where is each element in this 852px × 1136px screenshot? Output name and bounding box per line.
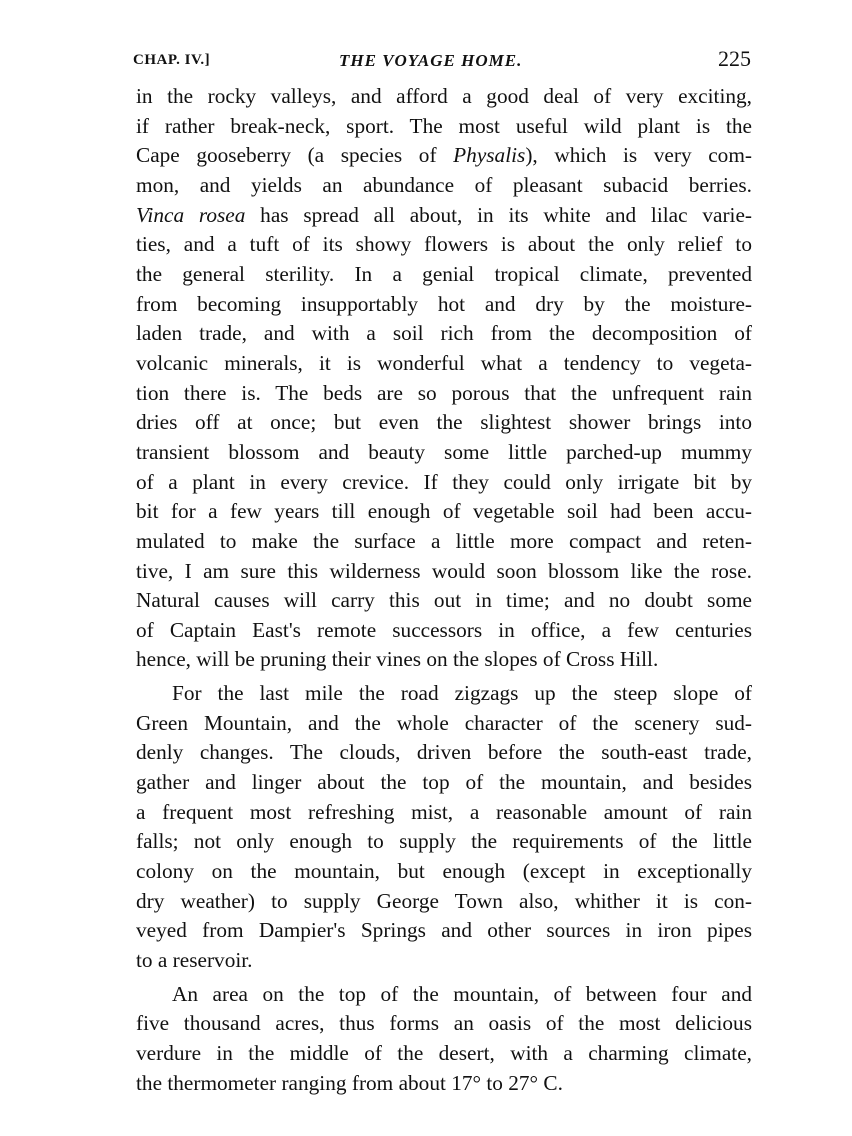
text-line: tion there is. The beds are so porous that the unfrequent rain bbox=[136, 380, 752, 405]
text-line: transient blossom and beauty some little parched-up mummy bbox=[136, 439, 752, 464]
running-head bbox=[133, 46, 751, 74]
text-line: mon, and yields an abundance of pleasant subacid berries. bbox=[136, 172, 752, 197]
text-line: Vinca rosea has spread all about, in its white and lilac varie- bbox=[136, 202, 752, 227]
text-line: Green Mountain, and the whole character of the scenery sud- bbox=[136, 710, 752, 735]
text-line: the thermometer ranging from about 17° to 27° C. bbox=[136, 1070, 563, 1095]
page-number: 225 bbox=[718, 46, 751, 71]
text-line: mulated to make the surface a little more compact and reten- bbox=[136, 528, 752, 553]
text-line: a frequent most refreshing mist, a reasonable amount of rain bbox=[136, 799, 752, 824]
running-title: THE VOYAGE HOME. bbox=[339, 51, 523, 70]
text-line: of Captain East's remote successors in office, a few centuries bbox=[136, 617, 752, 642]
text-line: from becoming insupportably hot and dry by the moisture- bbox=[136, 291, 752, 316]
text-line: veyed from Dampier's Springs and other sources in iron pipes bbox=[136, 918, 752, 943]
text-line: dry weather) to supply George Town also, whither it is con- bbox=[136, 888, 752, 913]
text-line: five thousand acres, thus forms an oasis of the most delicious bbox=[136, 1011, 752, 1036]
italic-term: Vinca rosea bbox=[136, 202, 246, 227]
text-line: denly changes. The clouds, driven before the south-east trade, bbox=[136, 740, 752, 765]
text-line: in the rocky valleys, and afford a good deal of very exciting, bbox=[136, 84, 752, 108]
text-line: laden trade, and with a soil rich from the decomposition of bbox=[136, 321, 752, 346]
body-text bbox=[136, 82, 752, 1098]
text-line: dries off at once; but even the slightest shower brings into bbox=[136, 410, 752, 435]
text-line: Cape gooseberry (a species of Physalis), which is very com- bbox=[136, 143, 752, 168]
text-line: Natural causes will carry this out in time; and no doubt some bbox=[136, 588, 752, 613]
text-line: the general sterility. In a genial tropical climate, prevented bbox=[136, 261, 752, 286]
text-line: bit for a few years till enough of vegetable soil had been accu- bbox=[136, 499, 752, 524]
text-line: to a reservoir. bbox=[136, 948, 253, 973]
text-line: ties, and a tuft of its showy flowers is about the only relief to bbox=[136, 232, 752, 257]
text-line: if rather break-neck, sport. The most useful wild plant is the bbox=[136, 113, 752, 138]
text-line: gather and linger about the top of the mountain, and besides bbox=[136, 770, 752, 795]
paragraph-3 bbox=[136, 980, 752, 1099]
paragraph-1 bbox=[136, 82, 752, 675]
paragraph-2 bbox=[136, 679, 752, 976]
text-line: of a plant in every crevice. If they could only irrigate bit by bbox=[136, 469, 752, 494]
text-line: hence, will be pruning their vines on the slopes of Cross Hill. bbox=[136, 647, 659, 672]
italic-term: Physalis bbox=[453, 143, 526, 168]
text-line: falls; not only enough to supply the requirements of the little bbox=[136, 829, 752, 854]
text-line: An area on the top of the mountain, of between four and bbox=[172, 981, 752, 1006]
text-line: volcanic minerals, it is wonderful what a tendency to vegeta- bbox=[136, 350, 752, 375]
text-line: colony on the mountain, but enough (except in exceptionally bbox=[136, 859, 752, 884]
text-line: verdure in the middle of the desert, with a charming climate, bbox=[136, 1041, 752, 1065]
text-line: For the last mile the road zigzags up the steep slope of bbox=[172, 681, 752, 706]
chapter-label: CHAP. IV.] bbox=[133, 52, 211, 68]
text-line: tive, I am sure this wilderness would soon blossom like the rose. bbox=[136, 558, 752, 583]
